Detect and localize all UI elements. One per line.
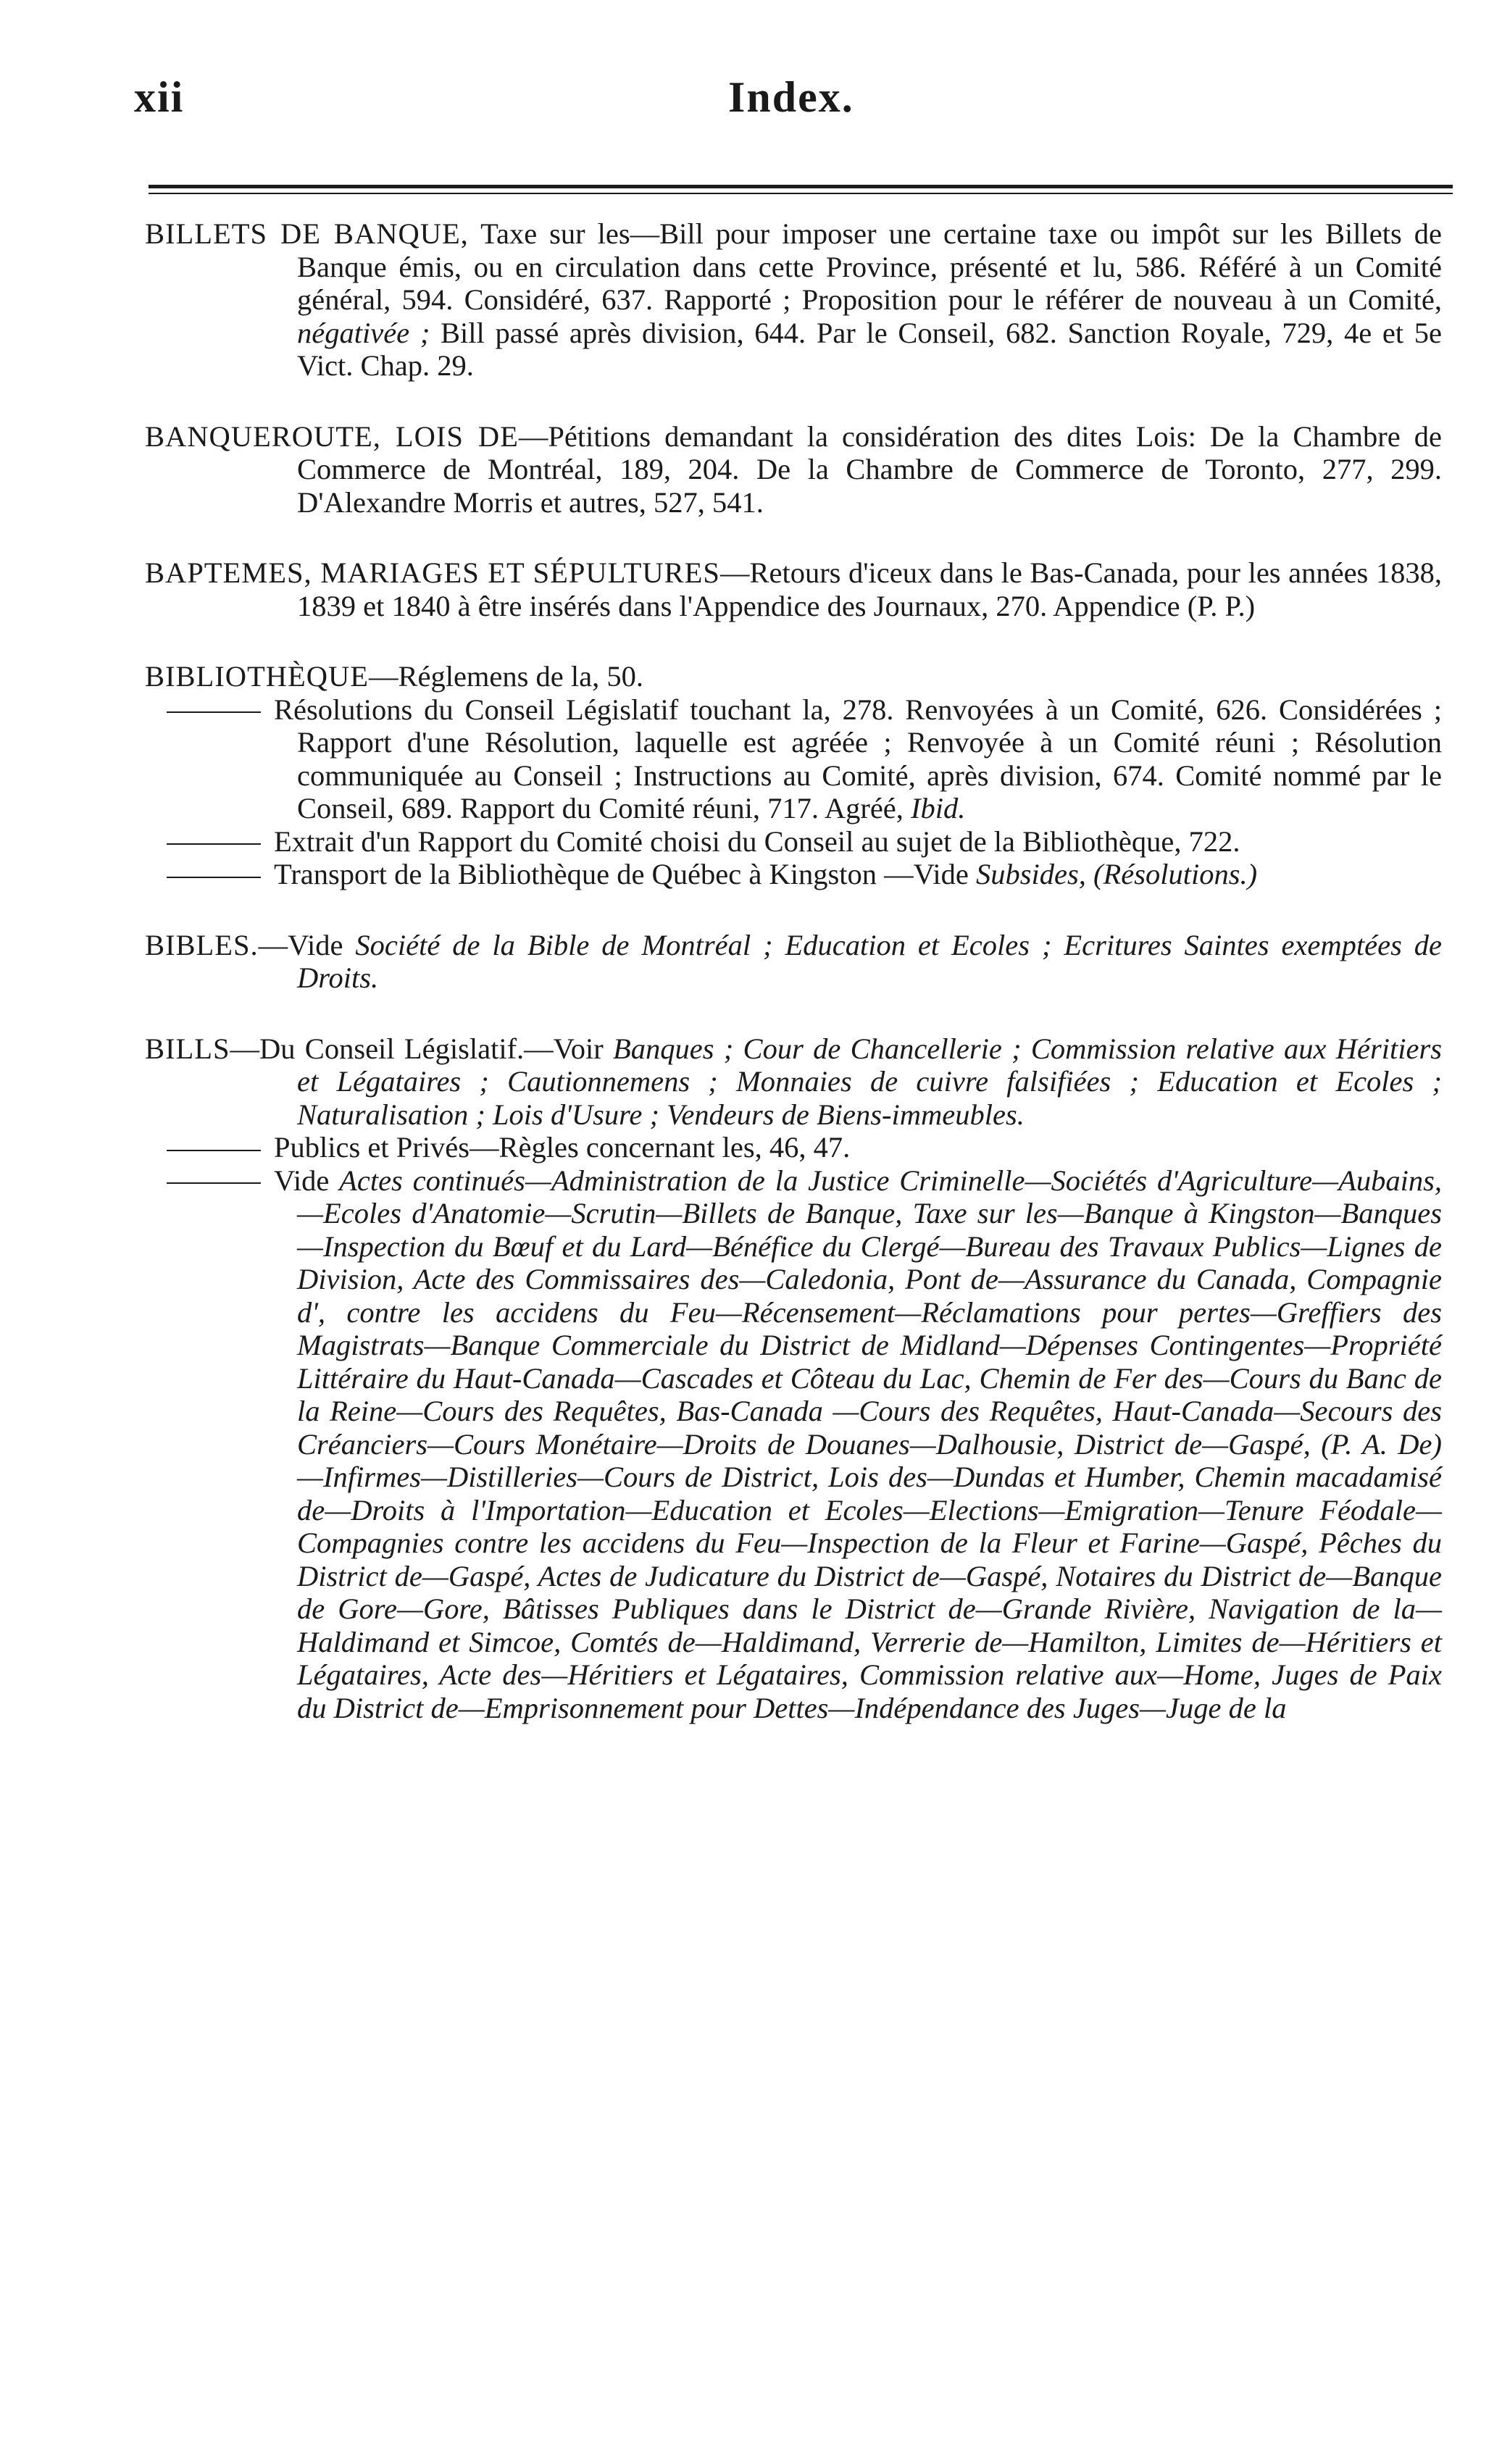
page-title: Index. (728, 73, 854, 121)
subentry-italic: Actes continués—Administration de la Justice Criminelle—Sociétés d'Agriculture—Aubains,—Ecoles d'Anatomie—Scrutin—Billets de Banque, Taxe sur les—Banque à Kingston—Banques—Inspection du Bœuf et du Lard—Bénéfice du Clergé—Bureau des Travaux Publics—Lignes de Division, Acte des Commissaires des—Caledonia, Pont de—Assurance du Canada, Compagnie d', contre les accidens du Feu—Récensement—Réclamations pour pertes—Greffiers des Magistrats—Banque Commerciale du District de Midland—Dépenses Contingentes—Propriété Littéraire du Haut-Canada—Cascades et Côteau du Lac, Chemin de Fer des—Cours du Banc de la Reine—Cours des Requêtes, Bas-Canada —Cours des Requêtes, Haut-Canada—Secours des Créanciers—Cours Monétaire—Droits de Douanes—Dalhousie, District de—Gaspé, (P. A. De)—Infirmes—Distilleries—Cours de District, Lois des—Dundas et Humber, Chemin macadamisé de—Droits à l'Importation—Education et Ecoles—Elections—Emigration—Tenure Féodale—Compagnies contre les accidens du Feu—Inspection de la Fleur et Farine—Gaspé, Pêches du District de—Gaspé, Actes de Judicature du District de—Gaspé, Notaires du District de—Banque de Gore—Gore, Bâtisses Publiques dans le District de—Grande Rivière, Navigation de la—Haldimand et Simcoe, Comtés de—Haldimand, Verrerie de—Hamilton, Limites de—Héritiers et Légataires, Acte des—Héritiers et Légataires, Commission relative aux—Home, Juges de Paix du District de—Emprisonnement pour Dettes—Indépendance des Juges—Juge de la (297, 1164, 1443, 1724)
subentry (145, 858, 1442, 891)
entry-text: —Pétitions demandant la considération des dites Lois: De la Chambre de Commerce de Montréal, 189, 204. De la Chambre de Commerce de Toronto, 277, 299. D'Alexandre Morris et autres, 527, 541. (297, 419, 1442, 519)
index-entry (145, 660, 1442, 891)
subentry-text: Résolutions du Conseil Législatif touchant la, 278. Renvoyées à un Comité, 626. Considérées ; Rapport d'une Résolution, laquelle est agréée ; Renvoyée à un Comité réuni ; Résolution communiquée au Conseil ; Instructions au Comité, après division, 674. Comité nommé par le Conseil, 689. Rapport du Comité réuni, 717. Agréé, (274, 693, 1442, 824)
index-entry (145, 1032, 1442, 1725)
entry-italic: Banques ; Cour de Chancellerie ; Commission relative aux Héritiers et Légataires ; Cautionnemens ; Monnaies de cuivre falsifiées ; Education et Ecoles ; Naturalisation ; Lois d'Usure ; Vendeurs de Biens-immeubles. (297, 1032, 1442, 1131)
entry-heading: BAPTEMES, MARIAGES ET SÉPULTURES (145, 556, 720, 589)
index-entry (145, 556, 1442, 622)
header-rule-thin (149, 193, 1453, 194)
entry-text: —Réglemens de la, 50. (368, 660, 643, 693)
subentry-dash (167, 843, 261, 845)
index-body (145, 217, 1442, 1762)
entry-text: —Du Conseil Législatif.—Voir (230, 1032, 613, 1065)
subentry (145, 1164, 1442, 1725)
running-header (134, 72, 1438, 130)
entry-text: Taxe sur les—Bill pour imposer une certaine taxe ou impôt sur les Billets de Banque émis, ou en circulation dans cette Province, présenté et lu, 586. Référé à un Comité général, 594. Considéré, 637. Rapporté ; Proposition pour le référer de nouveau à un Comité, (297, 217, 1442, 316)
subentry (145, 1131, 1442, 1164)
index-entry (145, 217, 1442, 383)
subentry-italic: Subsides, (Résolutions.) (976, 858, 1258, 890)
index-entry (145, 420, 1442, 519)
entry-paragraph (145, 420, 1442, 519)
subentry-text: Vide (274, 1164, 340, 1197)
subentry-text: Publics et Privés—Règles concernant les, 46, 47. (274, 1131, 851, 1164)
entry-heading: BILLS (145, 1032, 230, 1065)
subentry-dash (167, 1150, 261, 1151)
page-number: xii (134, 73, 185, 121)
subentry-text: Transport de la Bibliothèque de Québec à Kingston —Vide (274, 858, 977, 890)
entry-text: —Retours d'iceux dans le Bas-Canada, pour les années 1838, 1839 et 1840 à être insérés dans l'Appendice des Journaux, 270. Appendice (P. P.) (297, 556, 1443, 622)
entry-paragraph (145, 1032, 1442, 1132)
entry-paragraph (145, 556, 1442, 622)
entry-heading: BANQUEROUTE, LOIS DE (145, 419, 519, 453)
entry-italic: négativée ; (297, 316, 430, 349)
entry-paragraph (145, 660, 1442, 693)
subentry-dash (167, 877, 261, 878)
entry-paragraph (145, 929, 1442, 995)
index-entry (145, 929, 1442, 995)
subentry (145, 693, 1442, 825)
entry-paragraph (145, 217, 1442, 383)
entry-heading: BILLETS DE BANQUE, (145, 217, 469, 250)
entry-italic: Société de la Bible de Montréal ; Education et Ecoles ; Ecritures Saintes exemptées de Droits. (297, 928, 1442, 994)
entry-heading: BIBLIOTHÈQUE (145, 660, 369, 693)
entry-text-continued: Bill passé après division, 644. Par le Conseil, 682. Sanction Royale, 729, 4e et 5e Vict. Chap. 29. (297, 316, 1442, 382)
subentry-italic: Ibid. (911, 792, 966, 824)
subentry-dash (167, 711, 261, 713)
subentry-dash (167, 1182, 261, 1184)
entry-text: —Vide (258, 928, 356, 961)
entry-heading: BIBLES. (145, 928, 259, 961)
subentry-text: Extrait d'un Rapport du Comité choisi du Conseil au sujet de la Bibliothèque, 722. (274, 824, 1240, 858)
subentry (145, 825, 1442, 859)
header-rule-thick (149, 185, 1453, 188)
